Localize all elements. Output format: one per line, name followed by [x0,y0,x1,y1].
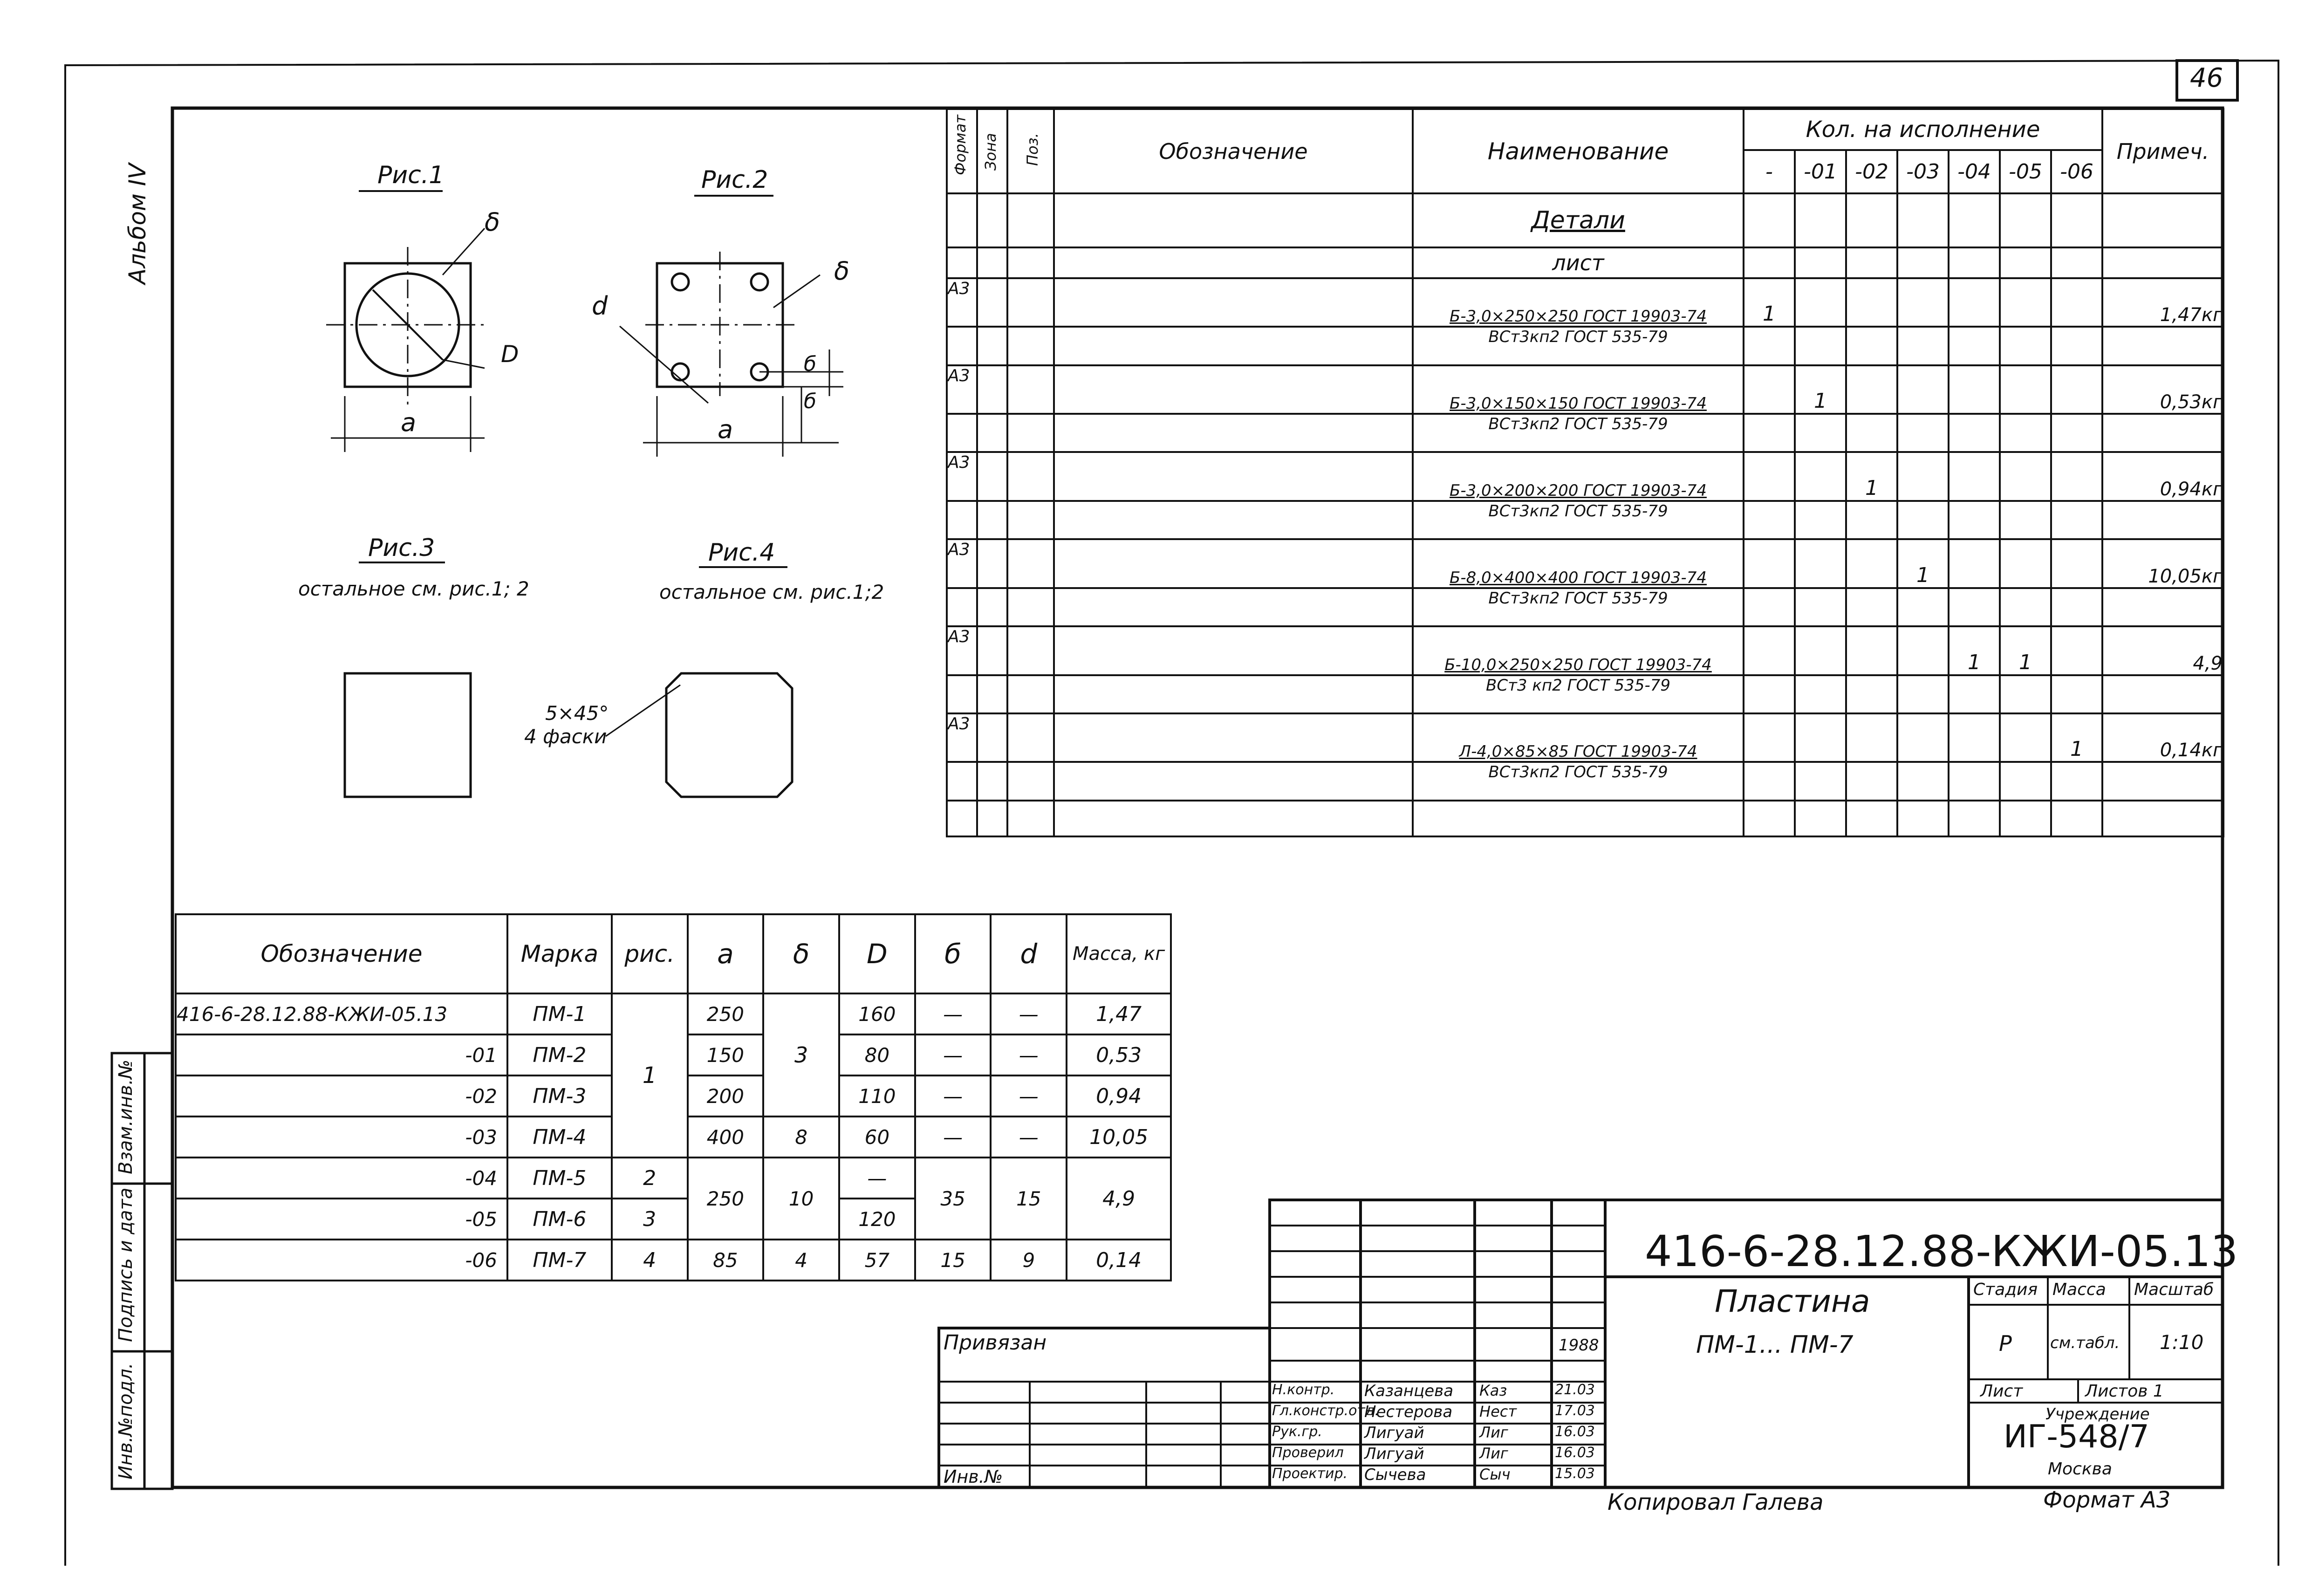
params-delta: 10 [763,1158,839,1240]
spec-name-line1: Л-4,0×85×85 ГОСТ 19903-74 [1413,713,1744,762]
signer-date: 15.03 [1555,1466,1595,1482]
bound-label: Привязан [944,1331,1047,1355]
params-header-cell: рис. [612,914,688,993]
signer-sign: Каз [1479,1382,1507,1399]
params-header-cell: Масса, кг [1067,914,1171,993]
fig2-delta-label: δ [834,256,850,286]
stage-value: Р [1999,1331,2012,1356]
params-header-cell: δ [763,914,839,993]
params-d: — [991,1034,1067,1075]
spec-format-cell: А3 [947,713,977,762]
fig4-note: остальное см. рис.1;2 [659,581,884,603]
params-designation: -02 [176,1075,507,1117]
stamp-sign-date: Подпись и дата [115,1187,137,1342]
spec-name-line2: ВСт3кп2 ГОСТ 535-79 [1413,327,1744,365]
year: 1988 [1559,1336,1599,1355]
params-header-cell: D [839,914,915,993]
signer-name: Лигуай [1364,1445,1424,1463]
variant-01: -01 [1795,150,1846,193]
spec-section-title: Детали [1413,193,1744,247]
spec-qty-cell: 1 [1846,452,1897,500]
params-b: — [915,1075,991,1117]
params-mass: 10,05 [1067,1117,1171,1158]
spec-name-line1: Б-3,0×250×250 ГОСТ 19903-74 [1413,278,1744,327]
params-a: 85 [688,1240,764,1281]
signer-date: 16.03 [1555,1424,1595,1440]
variant-05: -05 [2000,150,2051,193]
signer-sign: Нест [1479,1403,1517,1420]
spec-note-cell: 0,94кг [2102,452,2223,500]
params-mark: ПМ-6 [507,1199,612,1240]
params-b: — [915,1117,991,1158]
params-D: 160 [839,993,915,1034]
params-b: — [915,993,991,1034]
signer-sign: Лиг [1479,1424,1508,1441]
signer-role: Проверил [1272,1445,1344,1461]
spec-header-name: Наименование [1413,109,1744,193]
signer-role: Проектир. [1272,1466,1348,1482]
fig1-a-label: a [401,408,417,437]
variant-06: -06 [2051,150,2102,193]
fig2-b1-label: б [804,352,817,376]
spec-header-note: Примеч. [2102,109,2223,193]
spec-qty-cell: 1 [1897,539,1949,588]
params-a: 250 [688,993,764,1034]
signer-sign: Сыч [1479,1466,1511,1483]
params-mass: 1,47 [1067,993,1171,1034]
fig3-title: Рис.3 [368,534,435,562]
params-b: — [915,1034,991,1075]
signer-name: Сычева [1364,1466,1426,1484]
fig1-D-label: D [501,341,519,368]
spec-name-line1: Б-10,0×250×250 ГОСТ 19903-74 [1413,626,1744,675]
variant-02: -02 [1846,150,1897,193]
params-mark: ПМ-4 [507,1117,612,1158]
spec-note-cell: 4,9 [2102,626,2223,675]
spec-qty-cell: 1 [2051,713,2102,762]
spec-name-line1: Б-8,0×400×400 ГОСТ 19903-74 [1413,539,1744,588]
fig2-a-label: a [718,415,733,444]
spec-header-zone: Зона [982,133,999,171]
signer-date: 16.03 [1555,1445,1595,1461]
params-d: — [991,1117,1067,1158]
spec-format-cell: А3 [947,452,977,500]
params-fig: 1 [612,993,688,1158]
params-mass: 0,14 [1067,1240,1171,1281]
spec-qty-cell: 1 [1744,278,1795,327]
spec-note-cell: 0,53кг [2102,365,2223,414]
params-D: 120 [839,1199,915,1240]
signer-role: Гл.констр.отд. [1272,1403,1380,1419]
signer-name: Лигуай [1364,1424,1424,1442]
album-label: Альбом IV [124,163,151,284]
params-designation: -06 [176,1240,507,1281]
signer-name: Нестерова [1364,1403,1453,1421]
params-fig: 2 [612,1158,688,1199]
mass-label: Масса [2052,1280,2106,1299]
params-designation: -04 [176,1158,507,1199]
params-a: 150 [688,1034,764,1075]
doc-code: 416-6-28.12.88-КЖИ-05.13 [1645,1226,2238,1276]
signer-date: 21.03 [1555,1382,1595,1398]
params-d: — [991,1075,1067,1117]
format-label: Формат А3 [2043,1487,2171,1513]
signer-role: Рук.гр. [1272,1424,1322,1440]
params-header-cell: б [915,914,991,993]
signer-role: Н.контр. [1272,1382,1335,1398]
sheets-label: Листов 1 [2085,1382,2164,1401]
spec-header-qty: Кол. на исполнение [1744,109,2102,150]
stamp-replace-inv: Взам.инв.№ [115,1059,137,1174]
variant-03: -03 [1897,150,1949,193]
spec-name-line2: ВСт3кп2 ГОСТ 535-79 [1413,588,1744,626]
copied-by: Копировал Галева [1607,1489,1824,1515]
org-name: ИГ-548/7 [2004,1418,2149,1455]
params-mark: ПМ-5 [507,1158,612,1199]
params-D: 80 [839,1034,915,1075]
params-D: 57 [839,1240,915,1281]
part-title: Пластина [1715,1283,1870,1319]
params-fig: 4 [612,1240,688,1281]
fig4-title: Рис.4 [708,539,775,567]
scale-value: 1:10 [2160,1331,2204,1354]
spec-name-line2: ВСт3кп2 ГОСТ 535-79 [1413,414,1744,452]
spec-format-cell: А3 [947,278,977,327]
params-b: 35 [915,1158,991,1240]
mass-value: см.табл. [2050,1334,2120,1352]
params-mass: 0,53 [1067,1034,1171,1075]
params-designation: -03 [176,1117,507,1158]
signer-date: 17.03 [1555,1403,1595,1419]
params-d: — [991,993,1067,1034]
org-label: Учреждение [2045,1405,2150,1424]
params-mark: ПМ-3 [507,1075,612,1117]
params-D: — [839,1158,915,1199]
params-a: 400 [688,1117,764,1158]
signer-name: Казанцева [1364,1382,1454,1400]
params-header-cell: Марка [507,914,612,993]
params-d: 15 [991,1158,1067,1240]
spec-format-cell: А3 [947,539,977,588]
params-a: 200 [688,1075,764,1117]
spec-name-line1: Б-3,0×200×200 ГОСТ 19903-74 [1413,452,1744,500]
sheet-label: Лист [1980,1382,2023,1401]
params-header-cell: Обозначение [176,914,507,993]
sheet-number: 46 [2190,63,2223,93]
spec-name-line1: Б-3,0×150×150 ГОСТ 19903-74 [1413,365,1744,414]
spec-note-cell: 0,14кг [2102,713,2223,762]
spec-header-pos: Поз. [1023,132,1041,166]
params-fig: 3 [612,1199,688,1240]
params-designation: -01 [176,1034,507,1075]
spec-qty-cell: 1 [1795,365,1846,414]
params-mass: 4,9 [1067,1158,1171,1240]
org-city: Москва [2048,1459,2112,1479]
params-header-cell: a [688,914,764,993]
variant-0: - [1744,150,1795,193]
fig2-title: Рис.2 [701,166,768,194]
signer-sign: Лиг [1479,1445,1508,1462]
fig4-chamfer-size: 5×45° [545,702,609,725]
params-delta: 3 [763,993,839,1117]
variant-04: -04 [1949,150,2000,193]
scale-label: Масштаб [2134,1280,2214,1299]
params-mark: ПМ-1 [507,993,612,1034]
spec-name-line2: ВСт3кп2 ГОСТ 535-79 [1413,501,1744,539]
fig2-b2-label: б [804,390,817,413]
spec-section-sub: лист [1413,247,1744,278]
part-subtitle: ПМ-1... ПМ-7 [1696,1331,1854,1359]
spec-header-format: Формат [951,114,969,175]
spec-note-cell: 1,47кг [2102,278,2223,327]
params-a: 250 [688,1158,764,1240]
fig4-chamfer-count: 4 фаски [524,725,607,748]
params-b: 15 [915,1240,991,1281]
spec-qty-cell: 1 [1949,626,2000,675]
params-delta: 8 [763,1117,839,1158]
stage-label: Стадия [1973,1280,2038,1299]
spec-note-cell: 10,05кг [2102,539,2223,588]
spec-format-cell: А3 [947,365,977,414]
spec-format-cell: А3 [947,626,977,675]
stamp-inv-orig: Инв.№подл. [115,1363,137,1480]
params-d: 9 [991,1240,1067,1281]
spec-name-line2: ВСт3 кп2 ГОСТ 535-79 [1413,675,1744,713]
spec-qty-cell: 1 [2000,626,2051,675]
params-mark: ПМ-2 [507,1034,612,1075]
params-mass: 0,94 [1067,1075,1171,1117]
fig2-d-label: d [592,291,608,321]
params-delta: 4 [763,1240,839,1281]
fig1-title: Рис.1 [377,161,445,189]
params-D: 60 [839,1117,915,1158]
params-designation: 416-6-28.12.88-КЖИ-05.13 [176,993,507,1034]
params-header-cell: d [991,914,1067,993]
params-designation: -05 [176,1199,507,1240]
fig1-delta-label: δ [485,207,500,237]
spec-name-line2: ВСт3кп2 ГОСТ 535-79 [1413,762,1744,801]
params-mark: ПМ-7 [507,1240,612,1281]
fig3-note: остальное см. рис.1; 2 [298,577,529,600]
spec-header-designation: Обозначение [1054,109,1413,193]
params-D: 110 [839,1075,915,1117]
inv-label: Инв.№ [944,1466,1003,1487]
